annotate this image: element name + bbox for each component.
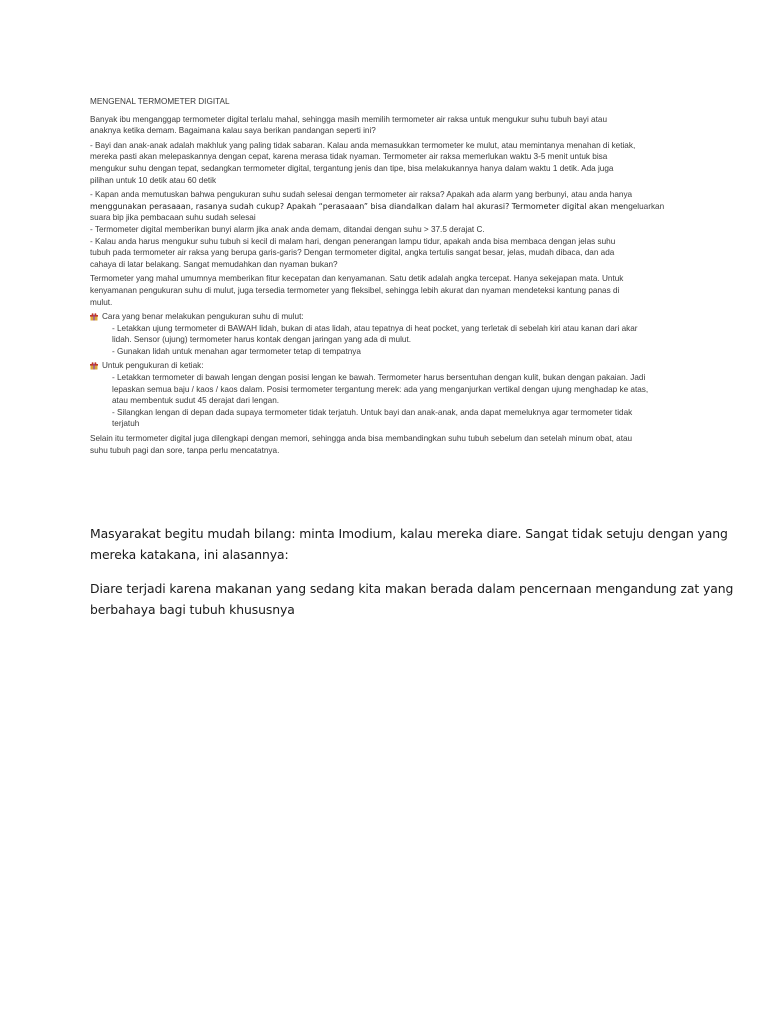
gift-icon xyxy=(90,313,98,321)
text-line: mengukur suhu dengan tepat, sedangkan termometer digital, tergantung jenis dan tipe, bisa melakukannya hanya dalam waktu 1 detik. Ada juga xyxy=(90,163,614,173)
text-segment: geluarkan xyxy=(628,201,665,211)
text-line: tubuh pada termometer air raksa yang berupa garis-garis? Dengan termometer digital, angka tertulis sangat besar, jelas, mudah dibaca, dan ada xyxy=(90,248,615,258)
text-line: mulut. xyxy=(90,297,113,307)
text-line: Masyarakat begitu mudah bilang: minta Imodium, kalau mereka diare. Sangat tidak setuju dengan yang xyxy=(90,526,728,541)
bullet-title: Cara yang benar melakukan pengukuran suhu di mulut: xyxy=(102,312,304,322)
page-title: MENGENAL TERMOMETER DIGITAL xyxy=(90,97,230,106)
text-line: mereka katakana, ini alasannya: xyxy=(90,547,289,562)
text-line: - Termometer digital memberikan bunyi alarm jika anak anda demam, ditandai dengan suhu > 37.5 derajat C. xyxy=(90,224,485,234)
large-paragraph-2 xyxy=(90,578,734,620)
text-line: - Bayi dan anak-anak adalah makhluk yang paling tidak sabaran. Kalau anda memasukkan termometer ke mulut, atau memintanya menahan di ketiak, xyxy=(90,140,636,150)
article-body xyxy=(90,96,680,459)
text-line: mereka pasti akan melepaskannya dengan cepat, karena merasa tidak nyaman. Termometer air raksa memerlukan waktu 3-5 menit untuk bisa xyxy=(90,152,608,162)
text-line: Termometer yang mahal umumnya memberikan fitur kecepatan dan kenyamanan. Satu detik adalah angka tercepat. Hanya sekejapan mata. Untuk xyxy=(90,274,624,284)
text-line: kenyamanan pengukuran suhu di mulut, juga tersedia termometer yang fleksibel, sehingga lebih akurat dan nyaman mendeteksi kantung panas di xyxy=(90,285,620,295)
text-line: terjatuh xyxy=(112,419,140,429)
text-line: - Letakkan termometer di bawah lengan dengan posisi lengan ke bawah. Termometer harus bersentuhan dengan kulit, bukan dengan pakaian. Jadi xyxy=(112,373,646,383)
text-line: berbahaya bagi tubuh khususnya xyxy=(90,602,295,617)
text-line: - Kapan anda memutuskan bahwa pengukuran suhu sudah selesai dengan termometer air raksa? Apakah ada alarm yang berbunyi, atau anda hanya xyxy=(90,190,633,200)
gift-icon xyxy=(90,362,98,370)
bullet-armpit xyxy=(90,360,680,430)
text-line: - Kalau anda harus mengukur suhu tubuh si kecil di malam hari, dengan penerangan lampu tidur, apakah anda bisa membaca dengan jelas suhu xyxy=(90,236,616,246)
text-line: cahaya di latar belakang. Sangat memudahkan dan nyaman bukan? xyxy=(90,259,338,269)
text-line-mixed xyxy=(90,201,680,213)
text-line: suhu tubuh pagi dan sore, tanpa perlu mencatatnya. xyxy=(90,445,280,455)
paragraph-2 xyxy=(90,140,680,186)
text-line: Selain itu termometer digital juga dilengkapi dengan memori, sehingga anda bisa membandingkan suhu tubuh sebelum dan setelah minum obat, atau xyxy=(90,434,633,444)
text-line: atau membentuk sudut 45 derajat dari lengan. xyxy=(112,396,280,406)
paragraph-4 xyxy=(90,273,680,308)
bullet-mouth xyxy=(90,311,680,357)
large-paragraph-1 xyxy=(90,523,728,565)
text-line: lepaskan semua baju / kaos / kaos dalam. Posisi termometer tergantung merek: ada yang menganjurkan vertikal dengan ujung menghadap ke atas, xyxy=(112,384,649,394)
text-line: - Silangkan lengan di depan dada supaya termometer tidak terjatuh. Untuk bayi dan anak-anak, anda dapat memeluknya agar termometer tidak xyxy=(112,407,633,417)
bullet-title: Untuk pengukuran di ketiak: xyxy=(102,361,204,371)
text-line: Diare terjadi karena makanan yang sedang kita makan berada dalam pencernaan mengandung zat yang xyxy=(90,581,734,596)
text-line: anaknya ketika demam. Bagaimana kalau saya berikan pandangan seperti ini? xyxy=(90,126,376,136)
text-line: suara bip jika pembacaan suhu sudah selesai xyxy=(90,213,256,223)
intro-paragraph xyxy=(90,114,680,137)
text-line: pilihan untuk 10 detik atau 60 detik xyxy=(90,175,217,185)
text-line: - Gunakan lidah untuk menahan agar termometer tetap di tempatnya xyxy=(112,346,361,356)
text-segment: menggunakan perasaaan, rasanya sudah cukup? Apakah “perasaaan” bisa diandalkan dalam hal akurasi? Termometer digital akan men xyxy=(90,201,629,211)
text-line: Banyak ibu menganggap termometer digital terlalu mahal, sehingga masih memilih termometer air raksa untuk mengukur suhu tubuh bayi atau xyxy=(90,114,607,124)
paragraph-3 xyxy=(90,189,680,270)
text-line: - Letakkan ujung termometer di BAWAH lidah, bukan di atas lidah, atau tepatnya di heat pocket, yang terletak di sebelah kiri atau kanan dari akar xyxy=(112,323,638,333)
text-line: lidah. Sensor (ujung) termometer harus kontak dengan jaringan yang ada di mulut. xyxy=(112,335,412,345)
paragraph-5 xyxy=(90,433,680,456)
